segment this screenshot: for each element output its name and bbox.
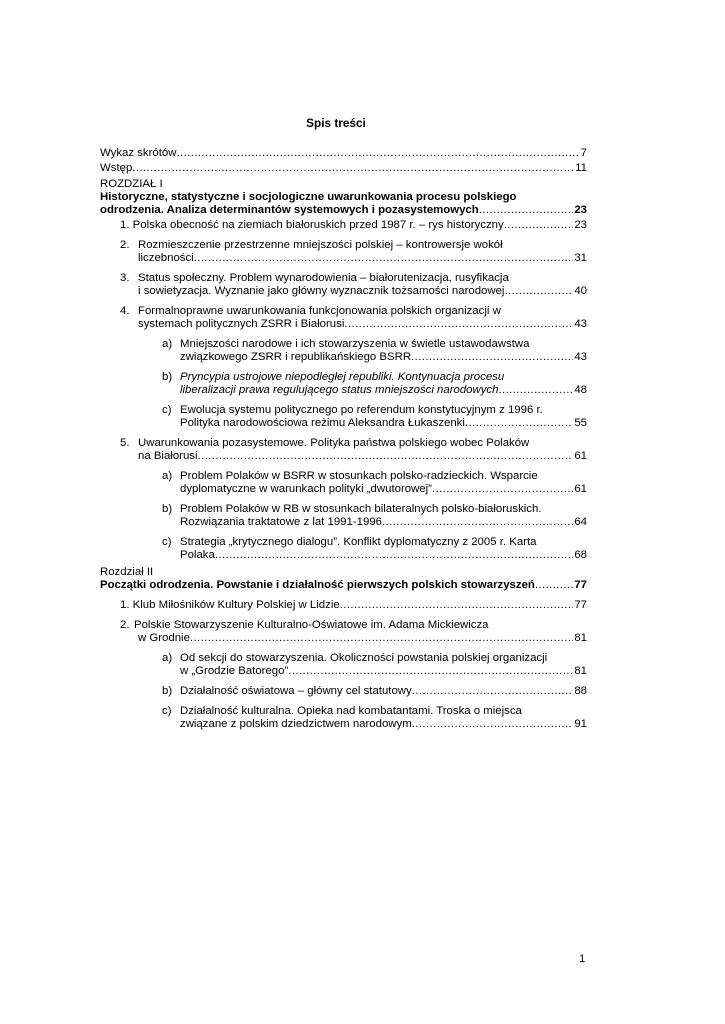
toc-subitem-1-4-a[interactable] bbox=[162, 338, 587, 364]
item-text: Strategia „krytycznego dialogu”. Konflikt dyplomatyczny z 2005 r. Karta bbox=[180, 536, 537, 548]
leader-dots bbox=[288, 665, 573, 678]
toc-page-number: 64 bbox=[574, 516, 587, 528]
chapter-title-line: Początki odrodzenia. Powstanie i działalność pierwszych polskich stowarzyszeń bbox=[100, 579, 535, 591]
item-text: Od sekcji do stowarzyszenia. Okoliczności powstania polskiej organizacji bbox=[180, 652, 548, 664]
item-text: i sowietyzacja. Wyznanie jako główny wyznacznik tożsamości narodowej bbox=[138, 285, 505, 297]
item-number: 5. bbox=[120, 437, 130, 449]
leader-dots bbox=[190, 632, 573, 645]
leader-dots bbox=[411, 351, 573, 364]
item-text: na Białorusi bbox=[138, 450, 198, 462]
toc-entry-text bbox=[120, 219, 504, 232]
toc-subitem-1-4-b[interactable] bbox=[162, 371, 587, 397]
item-number: 1. bbox=[120, 599, 130, 611]
toc-subitem-1-4-c[interactable] bbox=[162, 404, 587, 430]
toc-page-number: 61 bbox=[574, 483, 587, 495]
item-number: 4. bbox=[120, 305, 130, 317]
toc-page-number: 48 bbox=[574, 384, 587, 396]
item-text: związane z polskim dziedzictwem narodowym bbox=[180, 718, 412, 730]
toc-subitem-2-2-a[interactable] bbox=[162, 652, 587, 678]
toc-page-number: 55 bbox=[574, 417, 587, 429]
item-text: Polskie Stowarzyszenie Kulturalno-Oświatowe im. Adama Mickiewicza bbox=[134, 619, 489, 631]
item-number: 1. bbox=[120, 219, 130, 231]
leader-dots bbox=[504, 219, 574, 232]
toc-entry-text: Wstęp bbox=[100, 162, 133, 174]
toc-page-number: 81 bbox=[574, 632, 587, 644]
item-number: 2. bbox=[120, 619, 130, 631]
item-letter: b) bbox=[162, 371, 173, 383]
toc-page-number: 23 bbox=[574, 219, 587, 231]
leader-dots bbox=[340, 599, 574, 612]
table-of-contents bbox=[100, 147, 587, 738]
toc-page-number: 31 bbox=[574, 252, 587, 264]
toc-page-number: 81 bbox=[574, 665, 587, 677]
item-text: Klub Miłośników Kultury Polskiej w Lidzie bbox=[132, 599, 340, 611]
toc-subitem-1-5-b[interactable] bbox=[162, 503, 587, 529]
item-text: Polityka narodowościowa reżimu Aleksandra Łukaszenki bbox=[180, 417, 465, 429]
item-text: w „Grodzie Batorego” bbox=[180, 665, 289, 677]
toc-page-number: 61 bbox=[574, 450, 587, 462]
item-text: związkowego ZSRR i republikańskiego BSRR bbox=[180, 351, 412, 363]
leader-dots bbox=[465, 417, 573, 430]
item-letter: c) bbox=[162, 705, 172, 717]
page-title: Spis treści bbox=[306, 116, 366, 130]
item-text: Mniejszości narodowe i ich stowarzyszenia w świetle ustawodawstwa bbox=[180, 338, 530, 350]
toc-subitem-2-2-c[interactable] bbox=[162, 705, 587, 731]
item-text: Uwarunkowania pozasystemowe. Polityka państwa polskiego wobec Polaków bbox=[138, 437, 530, 449]
item-text: liberalizacji prawa regulującego status mniejszości narodowych bbox=[180, 384, 499, 396]
toc-item-1-1[interactable] bbox=[120, 219, 587, 232]
chapter-label: ROZDZIAŁ I bbox=[100, 178, 163, 190]
item-text: Działalność kulturalna. Opieka nad kombatantami. Troska o miejsca bbox=[180, 705, 522, 717]
toc-item-2-1[interactable] bbox=[120, 599, 587, 612]
leader-dots bbox=[198, 450, 574, 463]
toc-subitem-1-5-a[interactable] bbox=[162, 470, 587, 496]
toc-page-number: 7 bbox=[580, 147, 587, 159]
toc-item-1-5[interactable] bbox=[120, 437, 587, 463]
item-text: Rozmieszczenie przestrzenne mniejszości polskiej – kontrowersje wokół bbox=[138, 239, 503, 251]
chapter-title-line: Historyczne, statystyczne i socjologiczne uwarunkowania procesu polskiego bbox=[100, 191, 517, 203]
toc-page-number: 68 bbox=[574, 549, 587, 561]
item-number: 3. bbox=[120, 272, 130, 284]
leader-dots bbox=[194, 252, 574, 265]
chapter-label: Rozdział II bbox=[100, 566, 154, 578]
toc-entry-wykaz-skrotow[interactable] bbox=[100, 147, 587, 160]
toc-item-1-2[interactable] bbox=[120, 239, 587, 265]
leader-dots bbox=[176, 147, 579, 160]
item-number: 2. bbox=[120, 239, 130, 251]
toc-page-number: 43 bbox=[574, 351, 587, 363]
leader-dots bbox=[215, 549, 573, 562]
item-text: dyplomatyczne w warunkach polityki „dwutorowej” bbox=[180, 483, 432, 495]
toc-subitem-1-5-c[interactable] bbox=[162, 536, 587, 562]
item-text: Polska obecność na ziemiach białoruskich przed 1987 r. – rys historyczny bbox=[132, 219, 504, 231]
toc-entry-text bbox=[120, 599, 340, 612]
item-text: Problem Polaków w RB w stosunkach bilateralnych polsko-białoruskich. bbox=[180, 503, 542, 515]
item-text: Status społeczny. Problem wynarodowienia – białorutenizacja, rusyfikacja bbox=[138, 272, 509, 284]
leader-dots bbox=[479, 204, 574, 217]
item-text: Pryncypia ustrojowe niepodległej republiki. Kontynuacja procesu bbox=[180, 371, 505, 383]
leader-dots bbox=[412, 685, 574, 698]
leader-dots bbox=[535, 579, 573, 592]
leader-dots bbox=[382, 516, 573, 529]
chapter-title-line: odrodzenia. Analiza determinantów systemowych i pozasystemowych bbox=[100, 204, 479, 216]
toc-chapter-1[interactable] bbox=[100, 178, 587, 217]
leader-dots bbox=[412, 718, 574, 731]
item-letter: a) bbox=[162, 470, 173, 482]
item-letter: c) bbox=[162, 536, 172, 548]
leader-dots bbox=[504, 285, 573, 298]
item-text: Ewolucja systemu politycznego po referendum konstytucyjnym z 1996 r. bbox=[180, 404, 543, 416]
item-text: liczebności bbox=[138, 252, 194, 264]
toc-page-number: 23 bbox=[574, 204, 587, 216]
item-letter: b) bbox=[162, 685, 173, 697]
item-text: Polaka bbox=[180, 549, 215, 561]
item-letter: a) bbox=[162, 338, 173, 350]
item-text: Formalnoprawne uwarunkowania funkcjonowania polskich organizacji w bbox=[138, 305, 501, 317]
leader-dots bbox=[344, 318, 573, 331]
toc-page-number: 40 bbox=[574, 285, 587, 297]
item-text: systemach politycznych ZSRR i Białorusi bbox=[138, 318, 345, 330]
toc-page-number: 77 bbox=[574, 599, 587, 611]
toc-entry-text: Wykaz skrótów bbox=[100, 147, 177, 159]
item-text: Problem Polaków w BSRR w stosunkach polsko-radzieckich. Wsparcie bbox=[180, 470, 538, 482]
toc-item-2-2[interactable] bbox=[120, 619, 587, 645]
toc-item-1-3[interactable] bbox=[120, 272, 587, 298]
leader-dots bbox=[498, 384, 573, 397]
toc-page-number: 43 bbox=[574, 318, 587, 330]
toc-entry-wstep[interactable] bbox=[100, 162, 587, 175]
item-letter: b) bbox=[162, 503, 173, 515]
toc-entry-text bbox=[162, 685, 412, 698]
leader-dots bbox=[432, 483, 573, 496]
toc-page-number: 77 bbox=[574, 579, 587, 591]
toc-subitem-2-2-b[interactable] bbox=[162, 685, 587, 698]
item-letter: c) bbox=[162, 404, 172, 416]
item-letter: a) bbox=[162, 652, 173, 664]
toc-page-number: 11 bbox=[575, 162, 587, 174]
item-text: w Grodnie bbox=[138, 632, 190, 644]
toc-page-number: 91 bbox=[574, 718, 587, 730]
item-text: Rozwiązania traktatowe z lat 1991-1996 bbox=[180, 516, 382, 528]
toc-item-1-4[interactable] bbox=[120, 305, 587, 331]
page-number: 1 bbox=[579, 953, 586, 965]
toc-chapter-2[interactable] bbox=[100, 566, 587, 592]
item-text: Działalność oświatowa – główny cel statutowy bbox=[180, 685, 412, 697]
toc-page-number: 88 bbox=[574, 685, 587, 697]
leader-dots bbox=[132, 162, 574, 175]
